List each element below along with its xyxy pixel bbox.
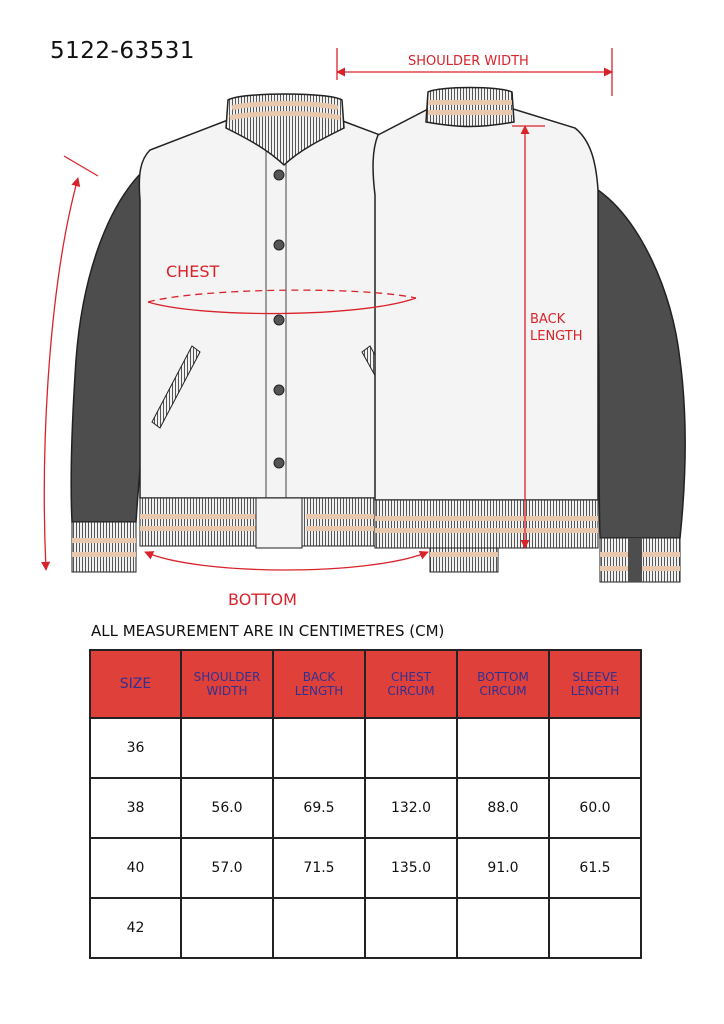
- back-length-label: [530, 311, 610, 345]
- cell-sleeve: 60.0: [549, 778, 641, 838]
- product-code: 5122-63531: [50, 38, 195, 64]
- cell-shoulder: 56.0: [181, 778, 273, 838]
- cell-chest: [365, 898, 457, 958]
- cell-chest: 135.0: [365, 838, 457, 898]
- header-sleeve-line2: LENGTH: [570, 684, 620, 698]
- cell-back: 71.5: [273, 838, 365, 898]
- cell-shoulder: [181, 718, 273, 778]
- back-body: [373, 108, 598, 500]
- cell-size: 38: [90, 778, 181, 838]
- bottom-label: BOTTOM: [228, 590, 297, 609]
- front-left-cuff: [72, 522, 136, 572]
- cell-bottom: 91.0: [457, 838, 549, 898]
- header-sleeve-line1: SLEEVE: [572, 670, 618, 684]
- table-row: [90, 778, 641, 838]
- cell-back: [273, 898, 365, 958]
- units-note: ALL MEASUREMENT ARE IN CENTIMETRES (CM): [91, 622, 445, 640]
- cell-size: 42: [90, 898, 181, 958]
- shoulder-width-label: SHOULDER WIDTH: [408, 54, 529, 69]
- size-chart-table: [89, 649, 642, 959]
- cell-sleeve: [549, 718, 641, 778]
- table-header-row: [90, 650, 641, 718]
- cell-bottom: [457, 718, 549, 778]
- cell-size: 36: [90, 718, 181, 778]
- header-sleeve-length: [549, 650, 641, 718]
- cell-chest: 132.0: [365, 778, 457, 838]
- header-shoulder-line2: WIDTH: [206, 684, 248, 698]
- header-size: SIZE: [90, 650, 181, 718]
- table-row: [90, 718, 641, 778]
- cell-back: [273, 718, 365, 778]
- cell-sleeve: 61.5: [549, 838, 641, 898]
- back-right-sleeve: [598, 190, 685, 538]
- back-length-label-line1: BACK: [530, 312, 566, 327]
- cell-shoulder: [181, 898, 273, 958]
- back-collar: [426, 88, 514, 127]
- header-shoulder-width: [181, 650, 273, 718]
- cell-bottom: [457, 898, 549, 958]
- header-back-line1: BACK: [302, 670, 336, 684]
- back-hem: [375, 500, 598, 548]
- header-back-line2: LENGTH: [294, 684, 344, 698]
- cell-sleeve: [549, 898, 641, 958]
- header-shoulder-line1: SHOULDER: [193, 670, 261, 684]
- cell-chest: [365, 718, 457, 778]
- bottom-line: [145, 552, 428, 570]
- back-length-label-line2: LENGTH: [530, 329, 583, 344]
- header-chest-line1: CHEST: [391, 670, 431, 684]
- table-row: [90, 898, 641, 958]
- chest-label: CHEST: [166, 262, 220, 281]
- header-back-length: [273, 650, 365, 718]
- header-bottom-line1: BOTTOM: [477, 670, 529, 684]
- header-chest-circum: [365, 650, 457, 718]
- header-chest-line2: CIRCUM: [387, 684, 435, 698]
- table-row: [90, 838, 641, 898]
- header-bottom-circum: [457, 650, 549, 718]
- cell-shoulder: 57.0: [181, 838, 273, 898]
- cell-size: 40: [90, 838, 181, 898]
- cell-back: 69.5: [273, 778, 365, 838]
- cell-bottom: 88.0: [457, 778, 549, 838]
- header-bottom-line2: CIRCUM: [479, 684, 527, 698]
